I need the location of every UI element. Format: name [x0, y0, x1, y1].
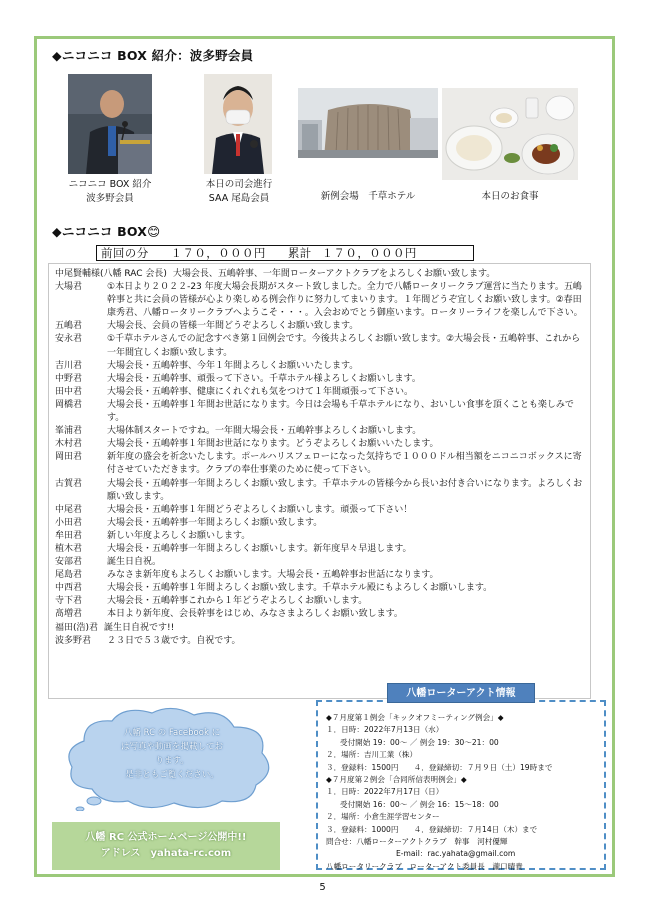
rac-info-line: ２．場所：吉川工業（株） [326, 750, 418, 760]
message-text: 大場体制スタートですね。一年間大場会長・五嶋幹事よろしくお願いします。 [107, 426, 422, 437]
message-text: 誕生日自祝。 [107, 557, 162, 568]
message-author: 中尾君 [55, 504, 83, 515]
message-row [55, 425, 584, 438]
photo-mc-caption [190, 178, 288, 206]
facebook-line: 是非ともご覧ください。 [125, 770, 219, 780]
message-row [55, 504, 584, 517]
message-author: 髙増君 [55, 609, 83, 620]
message-row [55, 386, 584, 399]
message-author: 中西君 [55, 583, 83, 594]
message-text: ①千草ホテルさんでの記念すべき第１回例会です。今後共よろしくお願い致します。②大場会長・五嶋幹事、これから一年間宜しくお願い致します。 [107, 334, 581, 358]
message-author: 田中君 [55, 386, 83, 397]
message-author: 大場君 [55, 282, 83, 293]
message-author: 安永君 [55, 334, 83, 345]
caption-line: ニコニコ BOX 紹介 [68, 179, 152, 190]
photo-mc [204, 74, 272, 174]
cumulative-value: １７０，０００円 [321, 246, 417, 260]
rac-info-box [316, 700, 606, 870]
message-row [55, 399, 584, 425]
homepage-address[interactable]: アドレス yahata-rc.com [100, 848, 232, 859]
message-text: 大場会長・五嶋幹事、健康にくれぐれも気をつけて１年間頑張って下さい。 [107, 386, 414, 397]
message-author: 吉川君 [55, 360, 83, 371]
message-author: 木村君 [55, 439, 83, 450]
nikoniko-intro-title: ◆ニコニコ BOX 紹介：波多野会員 [52, 48, 254, 63]
rac-info-line: 受付開始 16：00〜 ／ 例会 16：15〜18：00 [340, 799, 499, 809]
message-text: 大場会長・五嶋幹事１年間お世話になります。どうぞよろしくお願いいたします。 [107, 439, 439, 450]
message-text: 大場会長・五嶋幹事一年間よろしくお願いします。新年度早々早退します。 [107, 543, 412, 554]
rac-info-line: ２．場所：小倉生涯学習センター [326, 812, 440, 822]
message-text: 大場会長・五嶋幹事一年間よろしくお願い致します。千草ホテルの皆様今から長いお付き合いになります。よろしくお願い致します。 [107, 478, 583, 502]
rac-info-line: ３．登録料：1500円 ４．登録締切：７月９日（土）19時まで [326, 762, 553, 772]
message-text: 大場会長・五嶋幹事１年間お世話になります。今日は会場も千草ホテルになり、おいしい食事を頂くことも楽しみです。 [107, 399, 574, 424]
rac-info-line: 八幡ロータリークラブ ローターアクト委員長 瀧口晴貴 [326, 861, 523, 871]
message-text: 新しい年度よろしくお願いします。 [107, 530, 251, 541]
message-row [55, 360, 584, 373]
cumulative-label: 累計 [287, 246, 312, 260]
message-row [55, 530, 584, 543]
message-text: 大場会長、会員の皆様一年間どうぞよろしくお願い致します。 [107, 321, 359, 332]
message-row [55, 281, 584, 320]
photo-speaker-caption [58, 178, 162, 206]
rac-info-line: E-mail：rac.yahata@gmail.com [396, 849, 516, 859]
message-row [55, 556, 584, 569]
rac-info-line: ◆７月度第１例会「キックオフミーティング例会」◆ [326, 713, 504, 722]
message-author: 牟田君 [55, 530, 83, 541]
message-text: みなさま新年度もよろしくお願いします。大場会長・五嶋幹事お世話になります。 [107, 570, 439, 581]
message-list [48, 263, 591, 699]
message-text: 大場会長・五嶋幹事１年間どうぞよろしくお願いします。頑張って下さい！ [107, 504, 413, 515]
message-text: 新年度の盛会を祈念いたします。ポールハリスフェローになった気持ちで１０００ドル相当額をニコニコボックスに寄付させていただきます。クラブの奉仕事業のために使って下さい。 [107, 452, 582, 476]
message-text: 大場会長・五嶋幹事、頑張って下さい。千草ホテル様よろしくお願いします。 [107, 373, 421, 384]
photo-speaker [68, 74, 152, 174]
rac-info-line: ３．登録料：1000円 ４．登録締切：７月14日（木）まで [326, 824, 538, 834]
message-row [55, 438, 584, 451]
message-author: 古賀君 [55, 478, 83, 489]
message-text: 大場会長・五嶋幹事、今年１年間よろしくお願いいたします。 [107, 360, 359, 371]
photo-hotel-caption: 新例会場 千草ホテル [320, 191, 416, 202]
message-row [55, 478, 584, 504]
page-number: 5 [319, 882, 326, 893]
previous-label: 前回の分 [101, 246, 149, 260]
rac-info-line: 受付開始 19：00〜 ／ 例会 19：30〜21：00 [340, 737, 499, 747]
nikoniko-box-title: ◆ニコニコ BOX😊 [52, 224, 161, 239]
caption-line: SAA 尾島会員 [208, 193, 270, 204]
rac-info-line: 問合せ：八幡ローターアクトクラブ 幹事 河村優輝 [326, 837, 508, 847]
rac-info-line: １．日時：2022年7月17日（日） [326, 787, 444, 797]
rac-info-line: １．日時：2022年7月13日（水） [326, 725, 444, 735]
message-text: 大場会長・五嶋幹事一年間よろしくお願い致します。 [107, 517, 323, 528]
message-author: 岡田君 [55, 452, 83, 463]
message-author: 尾島君 [55, 570, 83, 581]
rac-info-line: ◆７月度第２例会「合同所信表明例会」◆ [326, 775, 467, 785]
rac-info-tab: 八幡ローターアクト情報 [387, 683, 535, 703]
facebook-line: 八幡 RC の Facebook に [123, 728, 221, 738]
message-row [55, 451, 584, 477]
message-row [55, 595, 584, 608]
message-row [55, 373, 584, 386]
facebook-line: は写真や動画を掲載してお [120, 742, 223, 752]
caption-line: 本日の司会進行 [205, 179, 273, 190]
photo-meal [442, 88, 578, 180]
facebook-notice [86, 726, 258, 782]
photo-hotel [298, 88, 438, 158]
message-text: 大場会長・五嶋幹事１年間よろしくお願い致します。千草ホテル殿にもよろしくお願いします。 [107, 583, 493, 594]
message-author: 中野君 [55, 373, 83, 384]
message-text: 大場会長、五嶋幹事、一年間ローターアクトクラブをよろしくお願い致します。 [172, 269, 496, 279]
message-row [55, 635, 584, 648]
message-author: 峯浦君 [55, 426, 83, 437]
message-author: 寺下君 [55, 596, 83, 607]
message-row [55, 608, 584, 621]
message-row [55, 333, 584, 359]
message-row [55, 517, 584, 530]
message-row [55, 320, 584, 333]
facebook-line: ります。 [155, 756, 189, 766]
homepage-banner [52, 822, 280, 870]
message-author: 福田(浩)君 [55, 622, 99, 633]
message-text: ①本日より２０２２-23 年度大場会長期がスタート致しました。全力で八幡ロータリークラブ運営に当たります。五嶋幹事と共に会員の皆様が心より楽しめる例会作りに努力してまいります。１年間どうぞ宜しくお願い致します。②春田康秀君、八幡ロータリークラブへようこそ・・・。入会おめでとう御座います。ロータリーライフを楽しんで下さい。 [107, 282, 583, 319]
message-author: 五嶋君 [55, 321, 83, 332]
totals-bar [96, 245, 474, 261]
message-author: 波多野君 [55, 635, 92, 646]
caption-line: 波多野会員 [86, 193, 134, 204]
message-author: 中尾賢輔様(八幡 RAC 会長) [55, 269, 167, 279]
message-author: 小田君 [55, 517, 83, 528]
message-author: 植木君 [55, 543, 83, 554]
message-row [55, 622, 584, 635]
message-row [55, 543, 584, 556]
message-text: 大場会長・五嶋幹事これから１年どうぞよろしくお願いします。 [107, 596, 368, 607]
previous-value: １７０，０００円 [170, 246, 266, 260]
message-row [55, 569, 584, 582]
message-text: ２３日で５３歳です。自祝です。 [107, 635, 241, 646]
message-text: 本日より新年度、会長幹事をはじめ、みなさまよろしくお願い致します。 [107, 609, 403, 620]
message-author: 岡橋君 [55, 399, 83, 410]
message-row [55, 582, 584, 595]
message-row [55, 268, 584, 281]
homepage-title: 八幡 RC 公式ホームページ公開中!! [85, 832, 247, 843]
photo-meal-caption: 本日のお食事 [481, 191, 539, 202]
message-author: 安部君 [55, 557, 83, 568]
message-text: 誕生日自祝です!! [104, 622, 175, 633]
